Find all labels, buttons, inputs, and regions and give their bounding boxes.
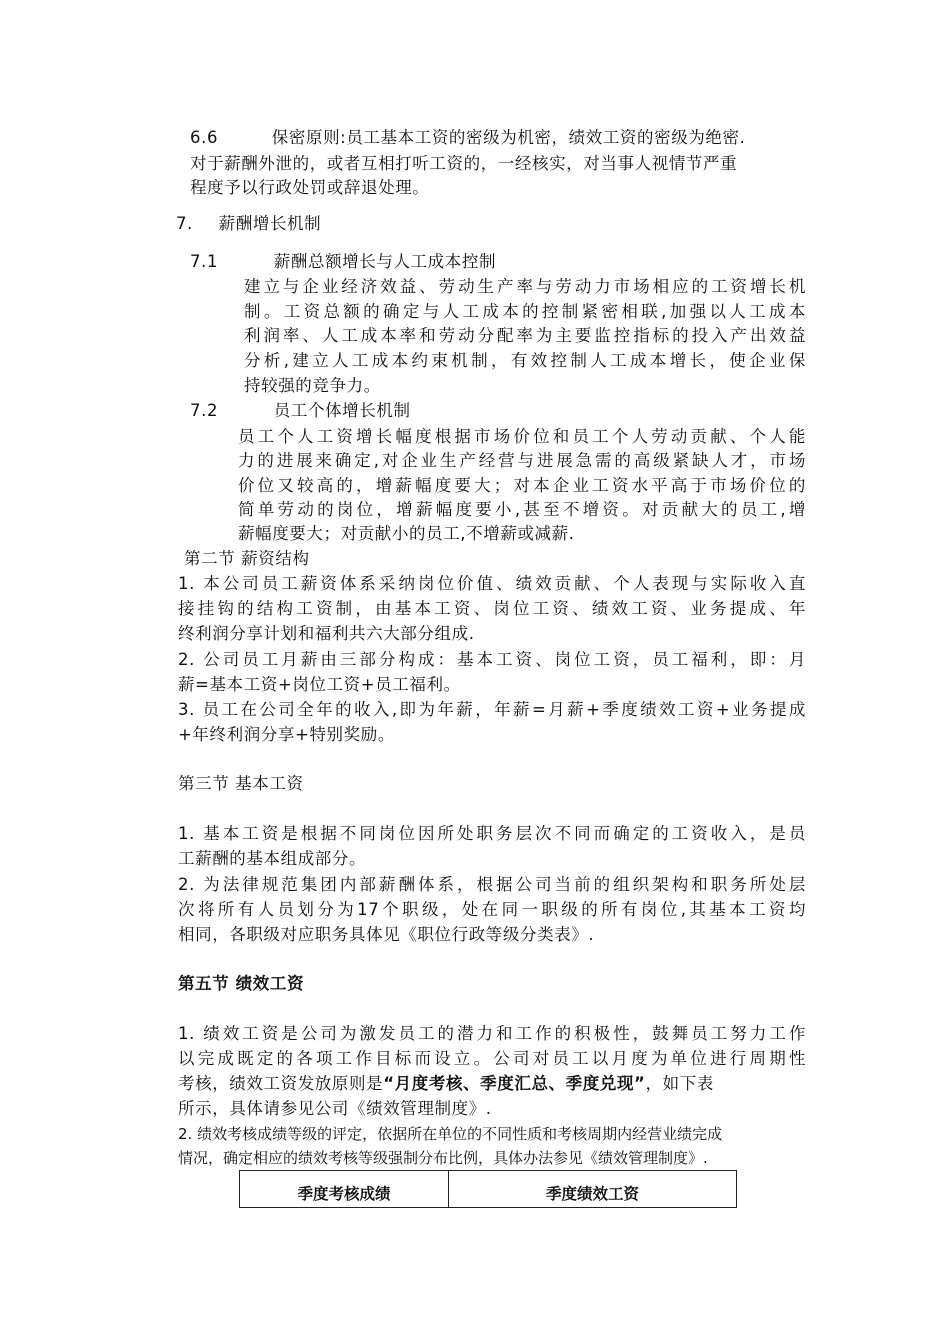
paragraph-line: 薪=基本工资+岗位工资+员工福利。: [178, 675, 461, 694]
paragraph-line: 分析,建立人工成本约束机制，有效控制人工成本增长，使企业保: [244, 351, 806, 370]
paragraph-line: 1. 绩效工资是公司为激发员工的潜力和工作的积极性，鼓舞员工努力工作: [178, 1024, 806, 1043]
paragraph-line: 1. 本公司员工薪资体系采纳岗位价值、绩效贡献、个人表现与实际收入直: [178, 574, 806, 593]
section-number: 7.1: [190, 252, 219, 271]
paragraph-line: 薪幅度要大；对贡献小的员工,不增薪或减薪.: [238, 524, 575, 543]
paragraph-line: 次将所有人员划分为17个职级，处在同一职级的所有岗位,其基本工资均: [178, 900, 806, 919]
paragraph-line: 对于薪酬外泄的，或者互相打听工资的，一经核实，对当事人视情节严重: [190, 154, 738, 173]
paragraph-line: 建立与企业经济效益、劳动生产率与劳动力市场相应的工资增长机: [244, 277, 806, 296]
paragraph-line: 简单劳动的岗位，增薪幅度要小,甚至不增资。对贡献大的员工,增: [238, 500, 806, 519]
paragraph-line: 相同，各职级对应职务具体见《职位行政等级分类表》.: [178, 925, 595, 944]
principle-emphasis: “月度考核、季度汇总、季度兑现”: [383, 1074, 646, 1093]
section-7-heading: [176, 212, 321, 236]
paragraph-line: 工薪酬的基本组成部分。: [178, 849, 367, 868]
paragraph-line: 制。工资总额的确定与人工成本的控制紧密相联,加强以人工成本: [244, 302, 806, 321]
paragraph-line: 2. 公司员工月薪由三部分构成：基本工资、岗位工资，员工福利，即：月: [178, 650, 806, 669]
paragraph-line: 所示，具体请参见公司《绩效管理制度》.: [178, 1099, 492, 1118]
section-title: 薪酬总额增长与人工成本控制: [273, 252, 497, 271]
section-number: 7.2: [190, 401, 219, 420]
paragraph-text: ，如下表: [645, 1074, 714, 1093]
paragraph-line: 3. 员工在公司全年的收入,即为年薪，年薪=月薪+季度绩效工资+业务提成: [178, 700, 806, 719]
paragraph-line: 利润率、人工成本率和劳动分配率为主要监控指标的投入产出效益: [244, 326, 806, 345]
paragraph-line: 以完成既定的各项工作目标而设立。公司对员工以月度为单位进行周期性: [178, 1049, 806, 1068]
section-number: 7.: [176, 214, 193, 233]
section-title: 薪酬增长机制: [218, 214, 322, 233]
section-5-title: 第五节 绩效工资: [178, 974, 305, 993]
paragraph-line: [178, 1072, 714, 1096]
paragraph-line: 程度予以行政处罚或辞退处理。: [190, 178, 430, 197]
paragraph-line: 2. 绩效考核成绩等级的评定，依据所在单位的不同性质和考核周期内经营业绩完成: [178, 1125, 723, 1143]
paragraph-line: 持较强的竞争力。: [244, 376, 381, 395]
paragraph-line: 终利润分享计划和福利共六大部分组成.: [178, 624, 475, 643]
paragraph-line: 价位又较高的，增薪幅度要大；对本企业工资水平高于市场价位的: [238, 476, 806, 495]
paragraph-text: 考核，绩效工资发放原则是: [178, 1074, 384, 1093]
section-7-2-heading: [190, 399, 411, 423]
paragraph-line: 2. 为法律规范集团内部薪酬体系，根据公司当前的组织架构和职务所处层: [178, 875, 806, 894]
section-7-1-heading: [190, 250, 496, 274]
section-title: 员工个体增长机制: [273, 401, 411, 420]
performance-table: [239, 1170, 737, 1208]
paragraph-line: 情况，确定相应的绩效考核等级强制分布比例，具体办法参见《绩效管理制度》.: [178, 1149, 708, 1167]
section-6-6-line-1: [190, 126, 745, 150]
section-number: 6.6: [190, 128, 219, 147]
paragraph-text: 保密原则:员工基本工资的密级为机密，绩效工资的密级为绝密.: [271, 128, 746, 147]
section-3-title: 第三节 基本工资: [178, 774, 304, 793]
section-2-title: 第二节 薪资结构: [184, 549, 310, 568]
paragraph-line: +年终利润分享+特别奖励。: [178, 725, 395, 744]
paragraph-line: 力的进展来确定,对企业生产经营与进展急需的高级紧缺人才，市场: [238, 451, 806, 470]
paragraph-line: 员工个人工资增长幅度根据市场价位和员工个人劳动贡献、个人能: [238, 427, 806, 446]
table-header-cell: 季度考核成绩: [240, 1171, 449, 1208]
table-header-cell: 季度绩效工资: [449, 1171, 737, 1208]
table-header-row: [240, 1171, 737, 1208]
paragraph-line: 1. 基本工资是根据不同岗位因所处职务层次不同而确定的工资收入，是员: [178, 824, 806, 843]
paragraph-line: 接挂钩的结构工资制，由基本工资、岗位工资、绩效工资、业务提成、年: [178, 599, 806, 618]
